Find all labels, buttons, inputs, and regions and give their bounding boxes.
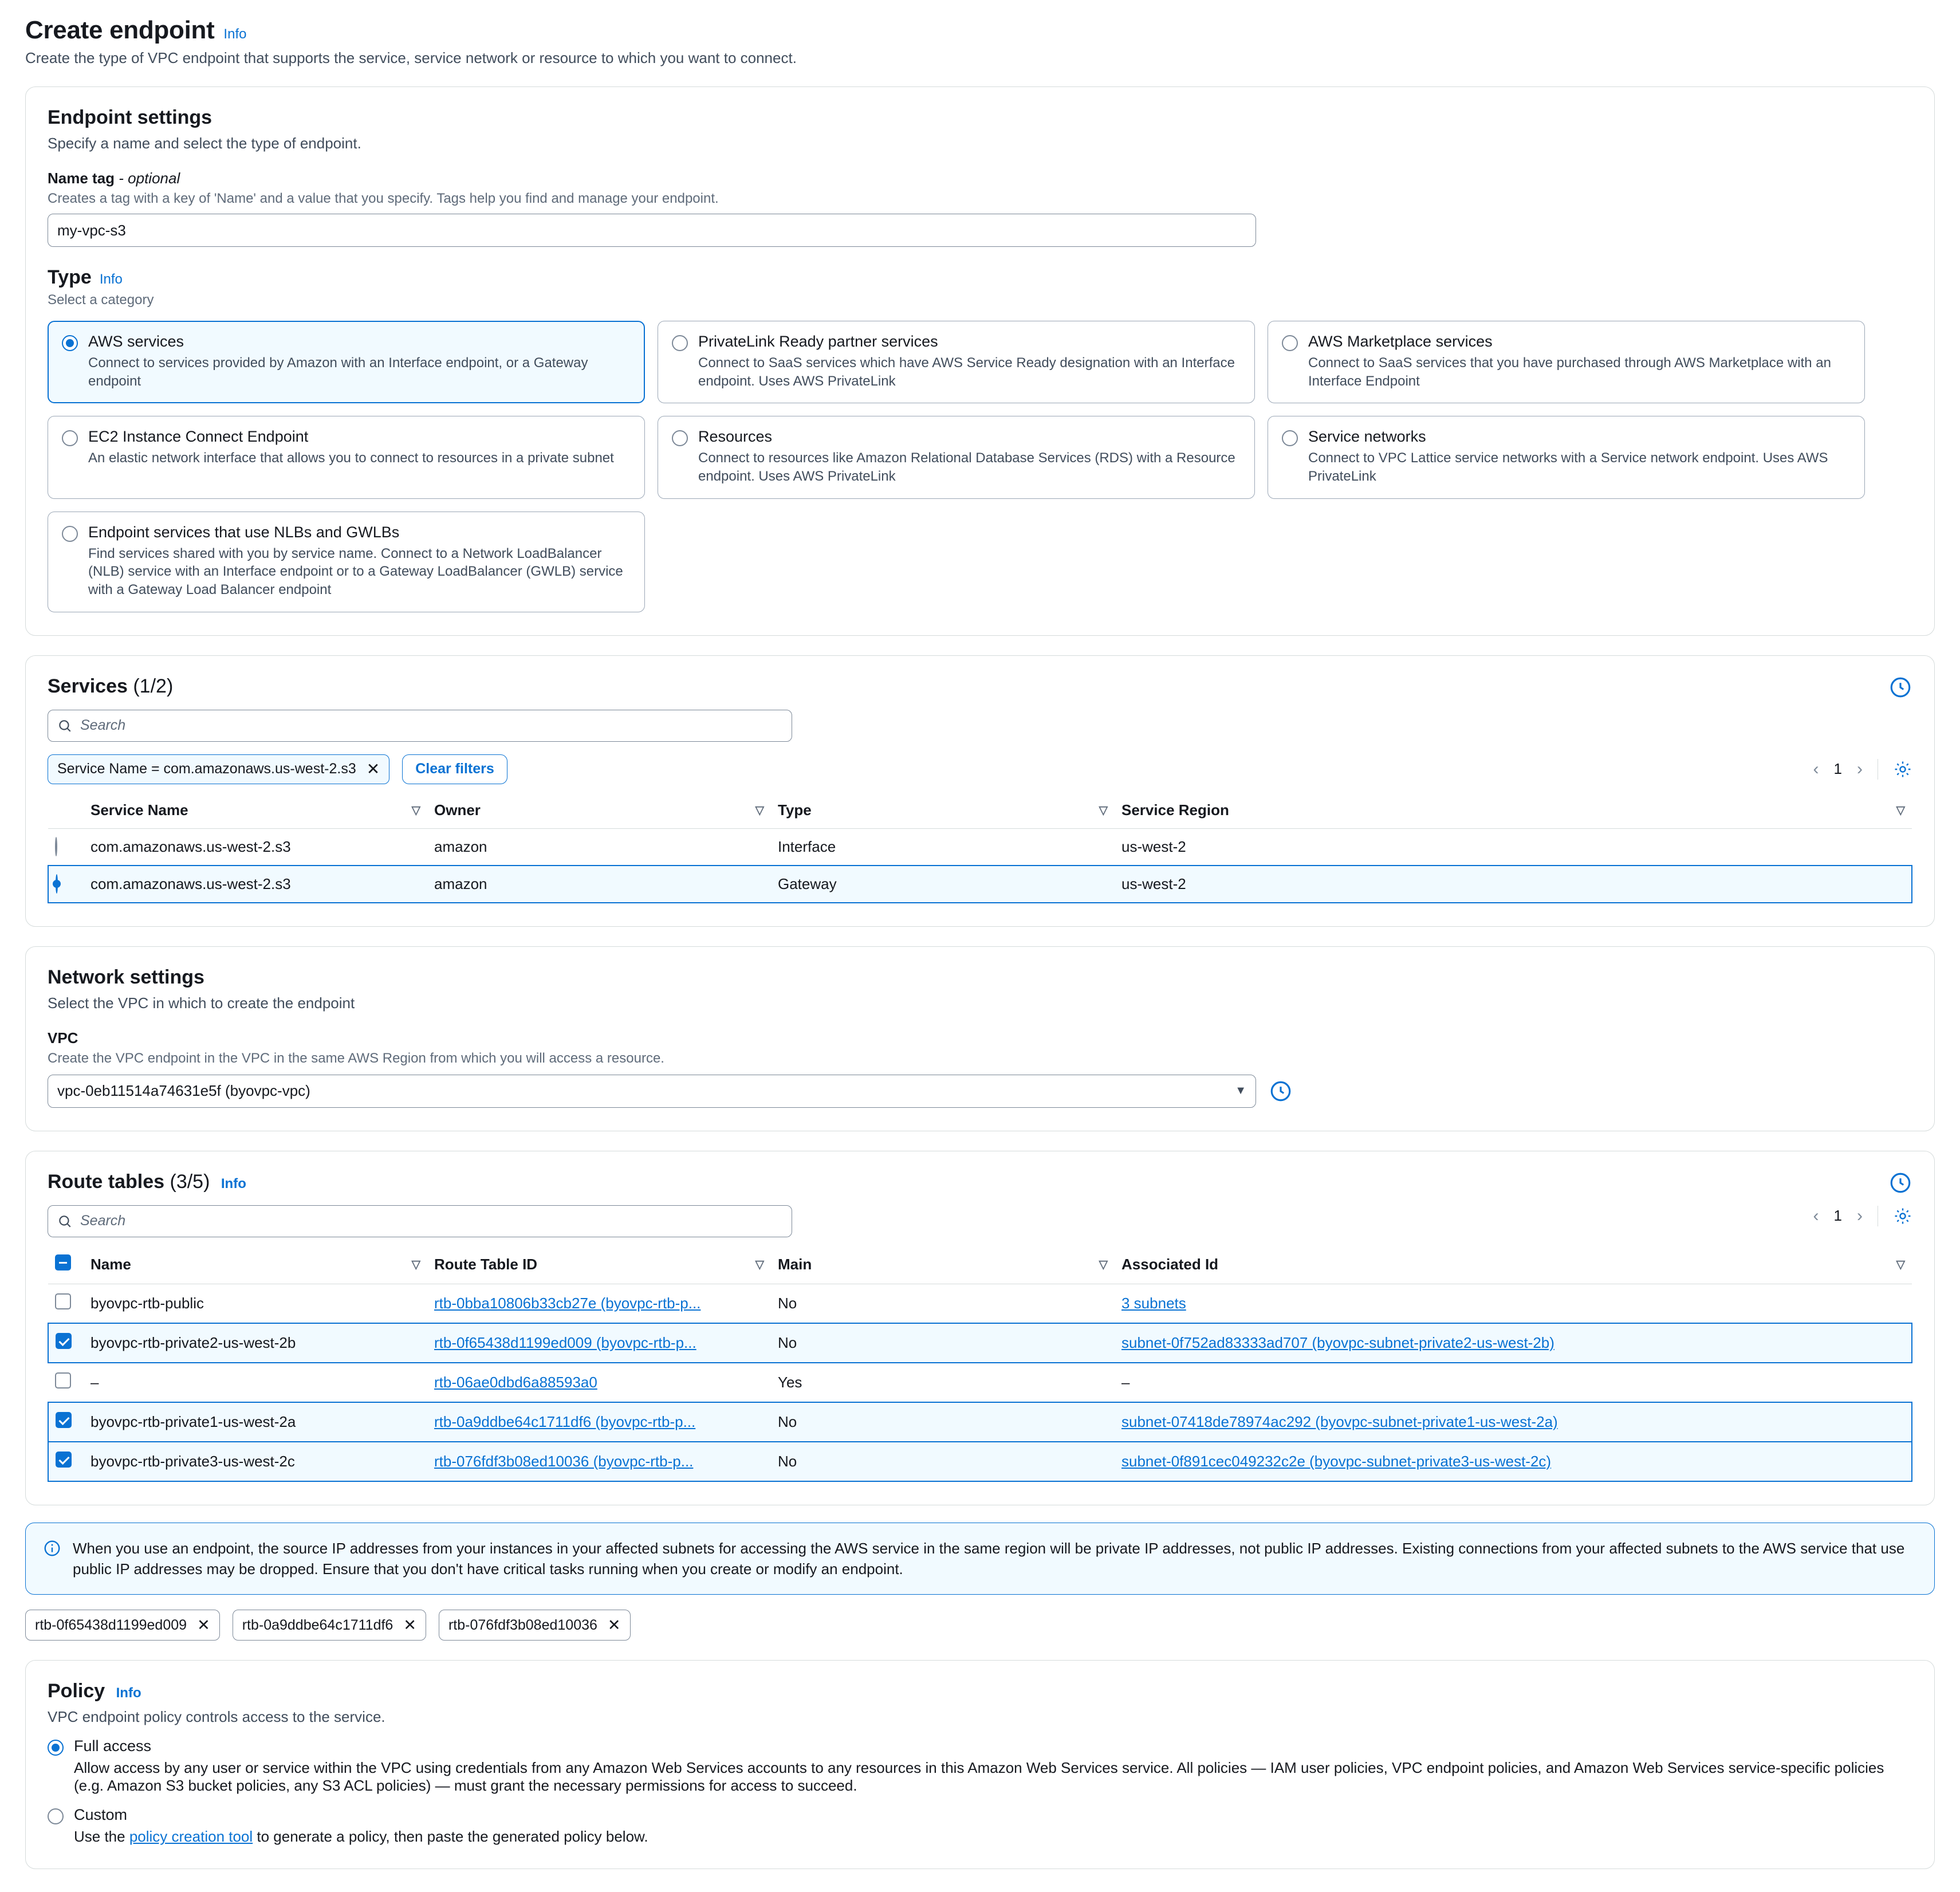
services-column-owner[interactable]	[427, 793, 771, 829]
route-tables-info-link[interactable]: Info	[221, 1175, 246, 1191]
route-tables-column-main[interactable]	[771, 1246, 1115, 1284]
alert-text: When you use an endpoint, the source IP addresses from your instances in your affected subnets for accessing the AWS service in the same region will be private IP addresses, not public IP addresses. Existing connections from your affected subnets to the AWS service that use public IP addresses may be dropped. Ensure that you don't have critical tasks running when you create or modify an endpoint.	[73, 1539, 1905, 1578]
route-tables-search-input[interactable]	[48, 1205, 792, 1237]
cell-name: byovpc-rtb-private3-us-west-2c	[84, 1442, 427, 1481]
search-icon	[57, 718, 72, 733]
route-tables-search-placeholder: Search	[80, 1213, 126, 1229]
type-label: Type	[48, 266, 92, 288]
name-tag-label-text: Name tag	[48, 170, 115, 187]
cell-associated-id[interactable]	[1115, 1402, 1912, 1442]
row-checkbox[interactable]	[56, 1452, 72, 1468]
cell-owner: amazon	[427, 828, 771, 866]
route-tables-card	[25, 1151, 1935, 1505]
route-table-id-link[interactable]: rtb-076fdf3b08ed10036 (byovpc-rtb-p...	[434, 1452, 694, 1470]
gear-icon[interactable]	[1893, 1206, 1912, 1226]
sort-icon: ▽	[755, 804, 764, 817]
table-row[interactable]	[48, 1363, 1912, 1402]
cell-name: byovpc-rtb-private1-us-west-2a	[84, 1402, 427, 1442]
column-label: Type	[778, 801, 812, 819]
gear-icon[interactable]	[1893, 760, 1912, 779]
services-select-column-header	[48, 793, 84, 829]
cell-main: No	[771, 1402, 1115, 1442]
vpc-select-value: vpc-0eb11514a74631e5f (byovpc-vpc)	[57, 1082, 310, 1100]
associated-id-link[interactable]: 3 subnets	[1121, 1294, 1186, 1312]
cell-associated-id[interactable]	[1115, 1284, 1912, 1323]
cell-service-region: us-west-2	[1115, 866, 1912, 903]
type-option-label: PrivateLink Ready partner services	[698, 333, 938, 350]
route-tables-column-associated-id[interactable]	[1115, 1246, 1912, 1284]
cell-service-name: com.amazonaws.us-west-2.s3	[84, 828, 427, 866]
type-option-label: Resources	[698, 428, 773, 446]
page-header	[25, 16, 1935, 45]
cell-route-table-id[interactable]	[427, 1442, 771, 1481]
cell-route-table-id[interactable]	[427, 1363, 771, 1402]
type-option-label: Endpoint services that use NLBs and GWLBs	[88, 523, 400, 541]
cell-associated-id[interactable]	[1115, 1323, 1912, 1363]
services-search-input[interactable]	[48, 710, 792, 742]
type-option-service-networks[interactable]	[1268, 416, 1865, 498]
cell-type: Gateway	[771, 866, 1115, 903]
radio-icon[interactable]	[1282, 335, 1298, 351]
type-option-description: Find services shared with you by service name. Connect to a Network LoadBalancer (NLB) service with an Interface endpoint or to a Gateway LoadBalancer (GWLB) service with a Gateway Load Balancer endpoint	[88, 545, 623, 598]
selected-route-table-chip[interactable]	[25, 1610, 220, 1641]
cell-associated-id: –	[1115, 1363, 1912, 1402]
row-checkbox-cell[interactable]	[48, 1323, 84, 1363]
radio-icon[interactable]	[55, 837, 57, 856]
type-option-label: Service networks	[1308, 428, 1426, 446]
sort-icon: ▽	[411, 804, 420, 817]
radio-icon[interactable]	[56, 874, 58, 894]
route-tables-title	[48, 1171, 246, 1193]
services-title-text: Services	[48, 675, 128, 697]
route-table-id-link[interactable]: rtb-0f65438d1199ed009 (byovpc-rtb-p...	[434, 1334, 696, 1351]
cell-route-table-id[interactable]	[427, 1284, 771, 1323]
page-subtitle: Create the type of VPC endpoint that supports the service, service network or resource to which you want to connect.	[25, 49, 797, 66]
services-filter-token-label: Service Name = com.amazonaws.us-west-2.s3	[57, 760, 356, 777]
policy-option-full-access[interactable]	[48, 1737, 1912, 1756]
route-tables-title-text: Route tables	[48, 1170, 165, 1193]
name-tag-input[interactable]	[48, 214, 1256, 247]
column-label: Route Table ID	[434, 1255, 538, 1273]
type-option-endpoint-services-nlb-gwlb[interactable]	[48, 512, 645, 612]
table-row[interactable]	[48, 866, 1912, 903]
services-filter-row	[48, 754, 1912, 784]
type-option-description: Connect to services provided by Amazon with an Interface endpoint, or a Gateway endpoint	[88, 355, 588, 389]
cell-route-table-id[interactable]	[427, 1323, 771, 1363]
radio-icon[interactable]	[62, 430, 78, 446]
selected-route-tables-chips	[25, 1610, 1935, 1641]
services-card	[25, 655, 1935, 927]
chip-label: rtb-0f65438d1199ed009	[35, 1616, 187, 1633]
refresh-services-button[interactable]	[1888, 675, 1912, 699]
associated-id-link[interactable]: subnet-0f891cec049232c2e (byovpc-subnet-private3-us-west-2c)	[1121, 1452, 1552, 1470]
close-icon[interactable]: ✕	[197, 1616, 210, 1634]
vpc-select[interactable]	[48, 1075, 1256, 1108]
services-count: (1/2)	[133, 675, 174, 697]
services-column-service-region[interactable]	[1115, 793, 1912, 829]
type-option-ec2-instance-connect-endpoint[interactable]	[48, 416, 645, 498]
chevron-right-icon[interactable]: ›	[1857, 1206, 1863, 1225]
type-option-description: Connect to VPC Lattice service networks with a Service network endpoint. Uses AWS PrivateLink	[1308, 450, 1828, 485]
type-option-description: Connect to SaaS services which have AWS Service Ready designation with an Interface endpoint. Uses AWS PrivateLink	[698, 355, 1235, 389]
table-row[interactable]	[48, 1402, 1912, 1442]
selected-route-table-chip[interactable]	[233, 1610, 426, 1641]
table-row[interactable]	[48, 1442, 1912, 1481]
policy-custom-description-suffix: to generate a policy, then paste the generated policy below.	[253, 1828, 648, 1846]
route-tables-column-route-table-id[interactable]	[427, 1246, 771, 1284]
close-icon[interactable]: ✕	[607, 1616, 621, 1634]
policy-option-custom[interactable]	[48, 1806, 1912, 1824]
type-heading	[48, 266, 1912, 289]
type-option-aws-services[interactable]	[48, 321, 645, 403]
radio-icon[interactable]	[672, 430, 688, 446]
type-option-privatelink-ready-partner-services[interactable]	[658, 321, 1255, 403]
row-checkbox[interactable]	[56, 1333, 72, 1349]
row-checkbox-cell[interactable]	[48, 1284, 84, 1323]
services-table	[48, 793, 1912, 903]
route-tables-header-row	[48, 1246, 1912, 1284]
row-radio-cell[interactable]	[48, 866, 84, 903]
page-info-link[interactable]: Info	[223, 26, 247, 42]
cell-name: –	[84, 1363, 427, 1402]
vpc-select-row	[48, 1075, 1912, 1108]
cell-service-region: us-west-2	[1115, 828, 1912, 866]
sort-icon: ▽	[1099, 1258, 1108, 1271]
column-label: Main	[778, 1255, 812, 1273]
route-table-id-link[interactable]: rtb-0bba10806b33cb27e (byovpc-rtb-p...	[434, 1294, 701, 1312]
cell-type: Interface	[771, 828, 1115, 866]
policy-option-label: Full access	[74, 1737, 152, 1755]
column-label: Associated Id	[1121, 1255, 1219, 1273]
policy-subtitle: VPC endpoint policy controls access to the service.	[48, 1708, 385, 1726]
chip-label: rtb-0a9ddbe64c1711df6	[242, 1616, 393, 1633]
services-title	[48, 675, 173, 698]
name-tag-description: Creates a tag with a key of 'Name' and a value that you specify. Tags help you find and manage your endpoint.	[48, 191, 719, 206]
chevron-right-icon[interactable]: ›	[1857, 759, 1863, 778]
policy-option-description: Allow access by any user or service within the VPC using credentials from any Amazon Web Services accounts to any resources in this Amazon Web Services service. All policies — IAM user policies, VPC endpoint policies, and Amazon Web Services service-specific policies (e.g. Amazon S3 bucket policies, any S3 ACL policies) — must grant the necessary permissions for access to succeed.	[74, 1759, 1884, 1795]
search-icon	[57, 1214, 72, 1229]
associated-id-link[interactable]: subnet-07418de78974ac292 (byovpc-subnet-private1-us-west-2a)	[1121, 1413, 1558, 1430]
row-checkbox-cell[interactable]	[48, 1363, 84, 1402]
network-settings-title: Network settings	[48, 966, 204, 988]
clear-filters-button[interactable]: Clear filters	[402, 754, 507, 784]
cell-owner: amazon	[427, 866, 771, 903]
route-tables-pagination	[1813, 1206, 1912, 1226]
select-all-checkbox[interactable]	[55, 1254, 71, 1270]
chevron-left-icon[interactable]: ‹	[1813, 1206, 1819, 1225]
refresh-route-tables-button[interactable]	[1888, 1171, 1912, 1195]
endpoint-settings-card	[25, 86, 1935, 636]
column-label: Name	[90, 1255, 131, 1273]
name-tag-optional-text: - optional	[119, 170, 180, 187]
type-info-link[interactable]: Info	[99, 272, 123, 287]
cell-associated-id[interactable]	[1115, 1442, 1912, 1481]
sort-icon: ▽	[411, 1258, 420, 1271]
services-column-type[interactable]	[771, 793, 1115, 829]
radio-icon[interactable]	[1282, 430, 1298, 446]
route-tables-column-name[interactable]	[84, 1246, 427, 1284]
type-option-label: AWS Marketplace services	[1308, 333, 1493, 350]
services-filter-token[interactable]	[48, 754, 389, 784]
associated-id-link[interactable]: subnet-0f752ad83333ad707 (byovpc-subnet-private2-us-west-2b)	[1121, 1334, 1554, 1351]
policy-card	[25, 1660, 1935, 1869]
cell-name: byovpc-rtb-public	[84, 1284, 427, 1323]
type-subtitle: Select a category	[48, 292, 154, 308]
services-page-number[interactable]: 1	[1833, 760, 1842, 778]
type-option-description: Connect to resources like Amazon Relational Database Services (RDS) with a Resource endpoint. Uses AWS PrivateLink	[698, 450, 1235, 485]
services-search-placeholder: Search	[80, 717, 126, 734]
table-row[interactable]	[48, 828, 1912, 866]
policy-creation-tool-link[interactable]: policy creation tool	[129, 1828, 253, 1846]
services-pagination	[1813, 759, 1912, 780]
row-checkbox[interactable]	[55, 1372, 71, 1388]
table-row[interactable]	[48, 1323, 1912, 1363]
type-option-description: Connect to SaaS services that you have purchased through AWS Marketplace with an Interface Endpoint	[1308, 355, 1831, 389]
column-label: Owner	[434, 801, 481, 819]
chevron-left-icon[interactable]: ‹	[1813, 759, 1819, 778]
network-settings-card	[25, 946, 1935, 1131]
cell-main: No	[771, 1323, 1115, 1363]
sort-icon: ▽	[1896, 804, 1905, 817]
endpoint-settings-subtitle: Specify a name and select the type of endpoint.	[48, 135, 361, 152]
endpoint-info-alert	[25, 1523, 1935, 1595]
route-tables-table	[48, 1246, 1912, 1482]
radio-icon[interactable]	[62, 526, 78, 542]
radio-icon[interactable]	[62, 335, 78, 351]
endpoint-settings-title: Endpoint settings	[48, 107, 212, 128]
cell-route-table-id[interactable]	[427, 1402, 771, 1442]
row-checkbox-cell[interactable]	[48, 1442, 84, 1481]
row-checkbox[interactable]	[56, 1412, 72, 1428]
refresh-vpc-button[interactable]	[1269, 1079, 1293, 1103]
column-label: Service Region	[1121, 801, 1229, 819]
info-icon	[43, 1539, 61, 1580]
type-option-label: EC2 Instance Connect Endpoint	[88, 428, 309, 446]
column-label: Service Name	[90, 801, 188, 819]
services-table-header-row	[48, 793, 1912, 829]
table-row[interactable]	[48, 1284, 1912, 1323]
sort-icon: ▽	[1896, 1258, 1905, 1271]
route-table-id-link[interactable]: rtb-0a9ddbe64c1711df6 (byovpc-rtb-p...	[434, 1413, 696, 1430]
cell-main: No	[771, 1442, 1115, 1481]
policy-custom-description	[74, 1828, 1912, 1846]
page-title: Create endpoint	[25, 16, 215, 44]
radio-icon[interactable]	[672, 335, 688, 351]
type-option-tiles	[48, 321, 1912, 612]
select-all-header[interactable]	[48, 1246, 84, 1284]
close-icon[interactable]: ✕	[366, 760, 380, 778]
network-settings-subtitle: Select the VPC in which to create the endpoint	[48, 994, 355, 1012]
type-option-description: An elastic network interface that allows you to connect to resources in a private subnet	[88, 450, 614, 466]
radio-icon[interactable]	[48, 1740, 64, 1756]
radio-icon[interactable]	[48, 1808, 64, 1824]
policy-title-text: Policy	[48, 1680, 105, 1702]
cell-main: No	[771, 1284, 1115, 1323]
vpc-description: Create the VPC endpoint in the VPC in the same AWS Region from which you will access a resource.	[48, 1050, 664, 1066]
row-checkbox[interactable]	[55, 1293, 71, 1309]
policy-custom-description-prefix: Use the	[74, 1828, 129, 1846]
chevron-down-icon: ▼	[1235, 1084, 1246, 1098]
name-tag-label	[48, 170, 1912, 187]
close-icon[interactable]: ✕	[403, 1616, 416, 1634]
policy-option-label: Custom	[74, 1806, 128, 1824]
chip-label: rtb-076fdf3b08ed10036	[448, 1616, 597, 1633]
vpc-label: VPC	[48, 1029, 78, 1047]
cell-name: byovpc-rtb-private2-us-west-2b	[84, 1323, 427, 1363]
row-radio-cell[interactable]	[48, 828, 84, 866]
policy-title	[48, 1680, 1912, 1702]
type-option-aws-marketplace-services[interactable]	[1268, 321, 1865, 403]
policy-info-link[interactable]: Info	[116, 1685, 141, 1701]
selected-route-table-chip[interactable]	[439, 1610, 631, 1641]
route-tables-count: (3/5)	[170, 1170, 210, 1193]
type-option-label: AWS services	[88, 333, 184, 350]
route-table-id-link[interactable]: rtb-06ae0dbd6a88593a0	[434, 1373, 597, 1391]
cell-main: Yes	[771, 1363, 1115, 1402]
route-tables-page-number[interactable]: 1	[1833, 1207, 1842, 1225]
services-column-service-name[interactable]	[84, 793, 427, 829]
cell-service-name: com.amazonaws.us-west-2.s3	[84, 866, 427, 903]
sort-icon: ▽	[1099, 804, 1108, 817]
type-option-resources[interactable]	[658, 416, 1255, 498]
sort-icon: ▽	[755, 1258, 764, 1271]
row-checkbox-cell[interactable]	[48, 1402, 84, 1442]
